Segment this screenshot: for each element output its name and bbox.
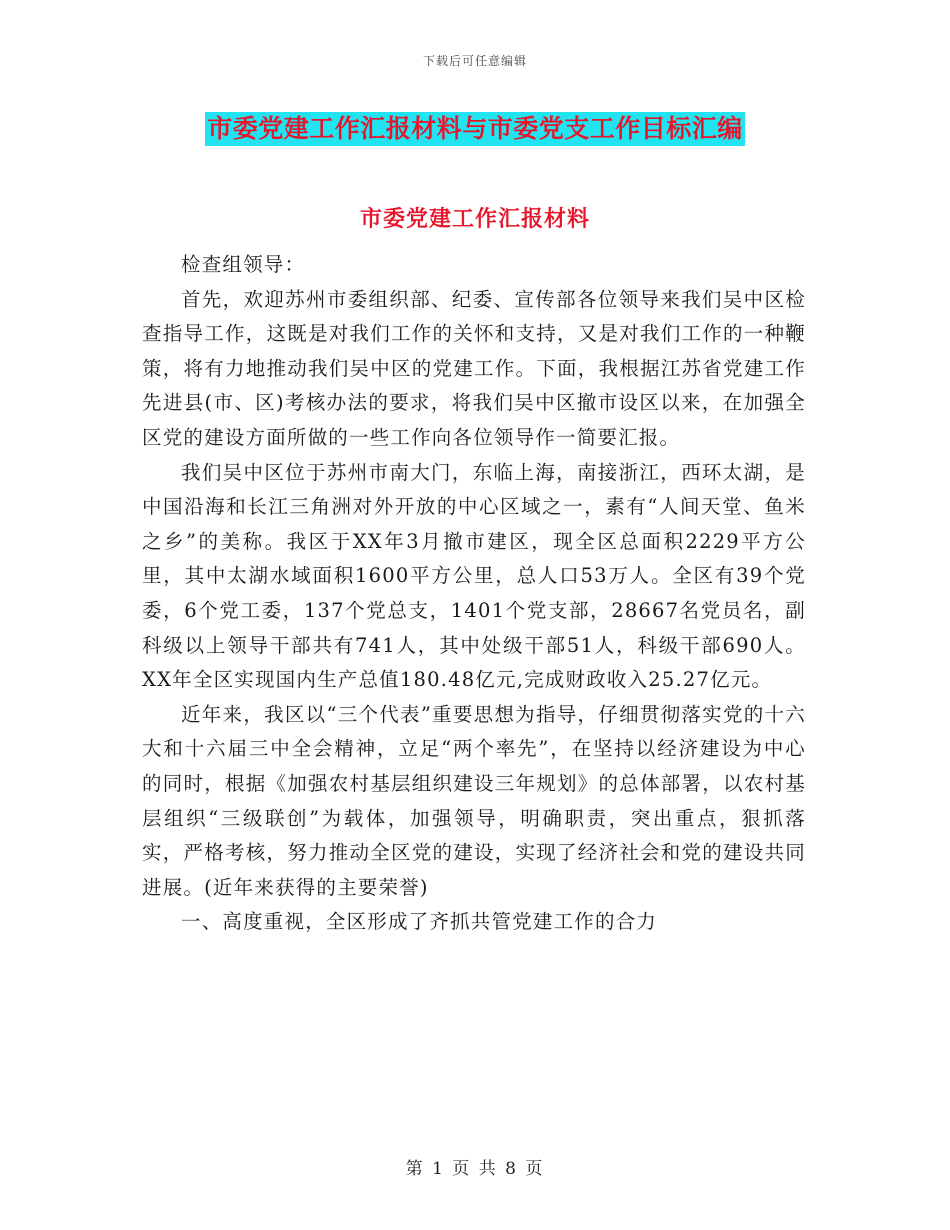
page-header-note: 下载后可任意编辑 xyxy=(422,54,527,68)
salutation-paragraph: 检查组领导： xyxy=(181,253,306,276)
main-title-wrapper xyxy=(0,112,950,146)
document-body xyxy=(142,248,806,940)
section-heading: 一、高度重视，全区形成了齐抓共管党建工作的合力 xyxy=(181,910,658,934)
body-paragraph: 我们吴中区位于苏州市南大门，东临上海，南接浙江，西环太湖，是中国沿海和长江三角洲对外开放的中心区域之一，素有“人间天堂、鱼米之乡”的美称。我区于XX年3月撤市建区，现全区总面积2229平方公里，其中太湖水域面积1600平方公里，总人口53万人。全区有39个党委，6个党工委，137个党总支，1401个党支部，28667名党员名，副科级以上领导干部共有741人，其中处级干部51人，科级干部690人。XX年全区实现国内生产总值180.48亿元,完成财政收入25.27亿元。 xyxy=(142,460,806,692)
body-paragraph: 首先，欢迎苏州市委组织部、纪委、宣传部各位领导来我们吴中区检查指导工作，这既是对我们工作的关怀和支持，又是对我们工作的一种鞭策，将有力地推动我们吴中区的党建工作。下面，我根据江苏省党建工作先进县(市、区)考核办法的要求，将我们吴中区撤市设区以来，在加强全区党的建设方面所做的一些工作向各位领导作一简要汇报。 xyxy=(142,287,806,449)
page-footer: 第 1 页 共 8 页 xyxy=(405,1159,545,1179)
section-title: 市委党建工作汇报材料 xyxy=(359,206,590,232)
main-title: 市委党建工作汇报材料与市委党支工作目标汇编 xyxy=(205,112,745,146)
body-paragraph: 近年来，我区以“三个代表”重要思想为指导，仔细贯彻落实党的十六大和十六届三中全会精神，立足“两个率先”，在坚持以经济建设为中心的同时，根据《加强农村基层组织建设三年规划》的总体部署，以农村基层组织“三级联创”为载体，加强领导，明确职责，突出重点，狠抓落实，严格考核，努力推动全区党的建设，实现了经济社会和党的建设共同进展。(近年来获得的主要荣誉) xyxy=(142,702,806,899)
